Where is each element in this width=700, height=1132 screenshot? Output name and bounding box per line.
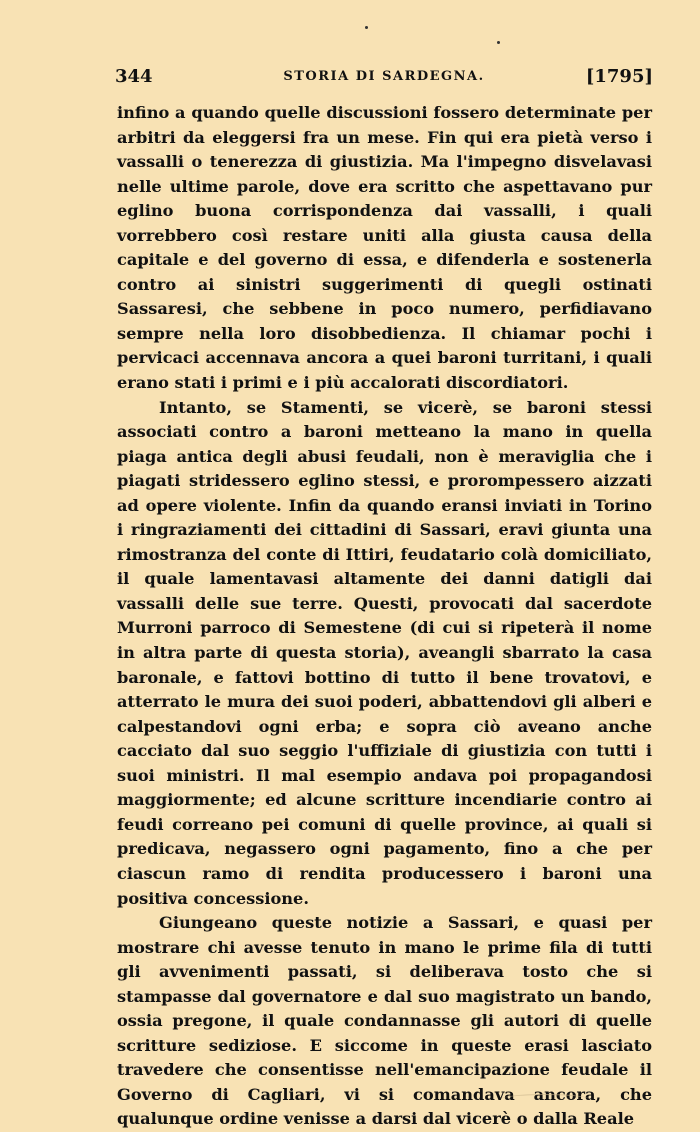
scan-artifact xyxy=(500,1094,590,1105)
scan-speck xyxy=(365,26,368,29)
paragraph: Giungeano queste notizie a Sassari, e quasi per mostrare chi avesse tenuto in mano le prime fila di tutti gli avvenimenti passati, si deliberava tosto che si stampasse dal governatore e dal suo magistrato un bando, ossia pregone, il quale condannasse gli autori di quelle scritture sediziose. E siccome in queste erasi lasciato travedere che consentisse nell'emancipazione feudale il Governo di Cagliari, vi si comandava ancora, che qualunque ordine venisse a darsi dal vicerè o dalla Reale xyxy=(117,913,652,1129)
running-title: STORIA DI SARDEGNA. xyxy=(283,69,485,84)
scan-speck xyxy=(497,41,500,44)
year-marker: [1795] xyxy=(585,66,653,87)
body-text xyxy=(117,101,652,1132)
paragraph: infino a quando quelle discussioni fossero determinate per arbitri da eleggersi fra un mese. Fin qui era pietà verso i vassalli o tenerezza di giustizia. Ma l'impegno disvelavasi nelle ultime parole, dove era scritto che aspettavano pur eglino buona corrispondenza dai vassalli, i quali vorrebbero così restare uniti alla giusta causa della capitale e del governo di essa, e difenderla e sostenerla contro ai sinistri suggerimenti di quegli ostinati Sassaresi, che sebbene in poco numero, perfidiavano sempre nella loro disobbedienza. Il chiamar pochi i pervicaci accennava ancora a quei baroni turritani, i quali erano stati i primi e i più accalorati discordiatori. xyxy=(117,103,652,393)
page-header xyxy=(115,66,653,92)
paragraph: Intanto, se Stamenti, se vicerè, se baroni stessi associati contro a baroni metteano la mano in quella piaga antica degli abusi feudali, non è meraviglia che i piagati stridessero eglino stessi, e prorompessero aizzati ad opere violente. Infin da quando eransi inviati in Torino i ringraziamenti dei cittadini di Sassari, eravi giunta una rimostranza del conte di Ittiri, feudatario colà domiciliato, il quale lamentavasi altamente dei danni datigli dai vassalli delle sue terre. Questi, provocati dal sacerdote Murroni parroco di Semestene (di cui si ripeterà il nome in altra parte di questa storia), aveangli sbarrato la casa baronale, e fattovi bottino di tutto il bene trovatovi, e atterrato le mura dei suoi poderi, abbattendovi gli alberi e calpestandovi ogni erba; e sopra ciò aveano anche cacciato dal suo seggio l'uffiziale di giustizia con tutti i suoi ministri. Il mal esempio andava poi propagandosi maggiormente; ed alcune scritture incendiarie contro ai feudi correano pei comuni di quelle province, ai quali si predicava, negassero ogni pagamento, fino a che per ciascun ramo di rendita producessero i baroni una positiva concessione. xyxy=(117,397,652,908)
page-number: 344 xyxy=(115,66,153,87)
